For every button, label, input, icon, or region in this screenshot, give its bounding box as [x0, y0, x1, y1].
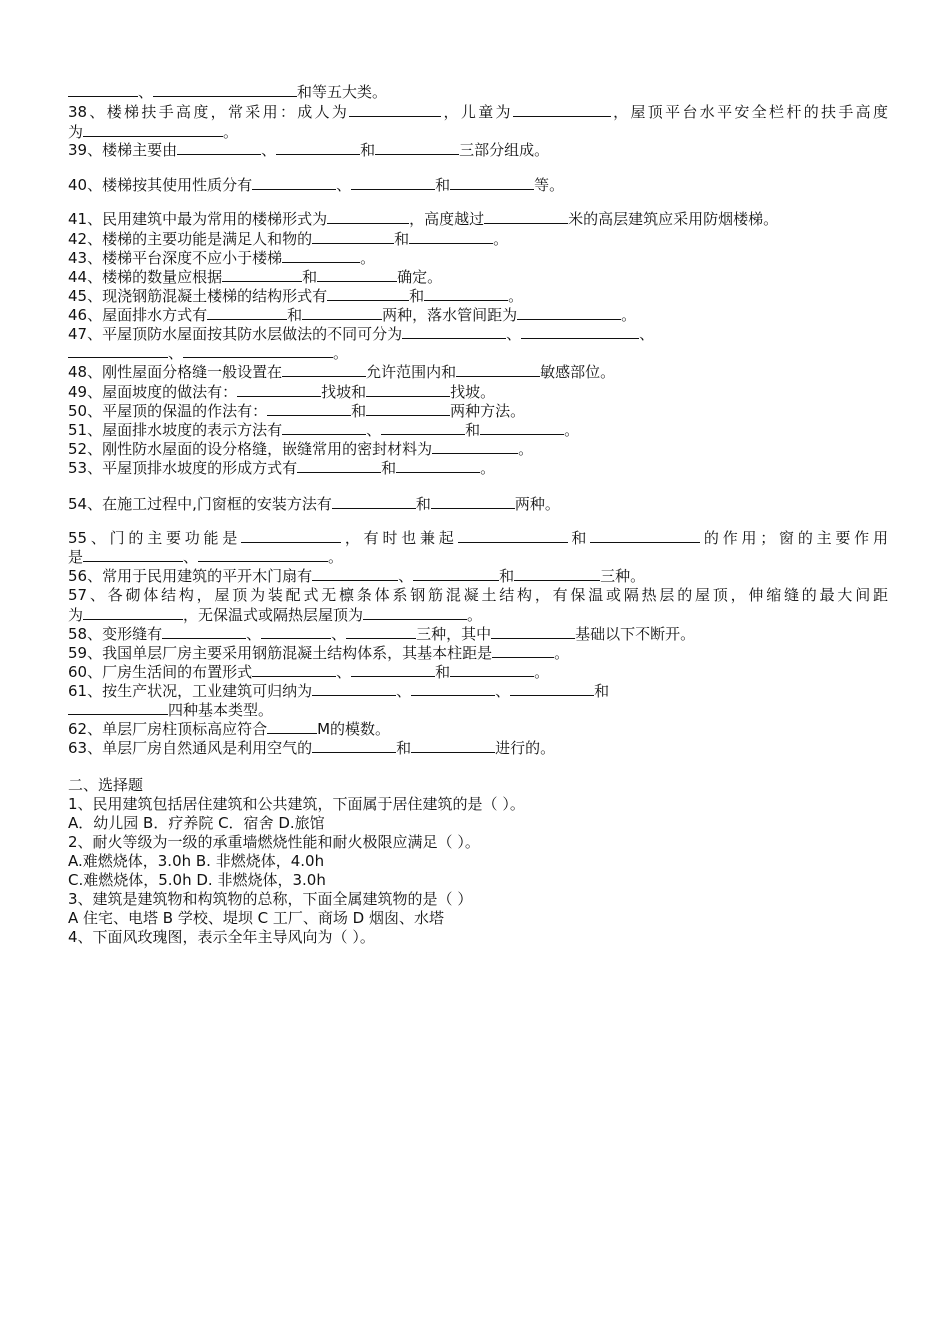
fill-in-blank[interactable]	[327, 207, 409, 224]
text-segment: 的作用；窗的主要作用	[700, 529, 888, 547]
text-segment: 二、选择题	[68, 776, 144, 794]
fill-in-blank[interactable]	[297, 456, 381, 473]
text-line	[68, 173, 888, 195]
fill-in-blank[interactable]	[68, 80, 138, 97]
text-segment: ，屋顶平台水平安全栏杆的扶手高度	[610, 103, 888, 121]
fill-in-blank[interactable]	[510, 679, 594, 696]
text-segment: 52、刚性防水屋面的设分格缝，嵌缝常用的密封材料为	[68, 440, 433, 458]
fill-in-blank[interactable]	[252, 173, 336, 190]
fill-in-blank[interactable]	[351, 660, 435, 677]
text-segment: 和	[302, 268, 318, 286]
text-segment: 60、厂房生活间的布置形式	[68, 663, 253, 681]
text-segment: 53、平屋顶排水坡度的形成方式有	[68, 459, 298, 477]
text-segment: 44、楼梯的数量应根据	[68, 268, 223, 286]
fill-in-blank[interactable]	[366, 399, 450, 416]
fill-in-blank[interactable]	[83, 120, 223, 137]
fill-in-blank[interactable]	[198, 545, 328, 562]
text-segment: 、	[506, 325, 522, 343]
text-segment: 允许范围内和	[366, 363, 457, 381]
text-segment: 为	[68, 606, 84, 624]
fill-in-blank[interactable]	[411, 736, 495, 753]
text-line	[68, 138, 888, 160]
fill-in-blank[interactable]	[363, 603, 467, 620]
text-segment: 是	[68, 548, 84, 566]
text-segment: 54、在施工过程中,门窗框的安装方法有	[68, 495, 332, 513]
fill-in-blank[interactable]	[267, 717, 317, 734]
fill-in-blank[interactable]	[327, 284, 409, 301]
text-segment: 42、楼梯的主要功能是满足人和物的	[68, 230, 313, 248]
text-segment: 58、变形缝有	[68, 625, 163, 643]
text-segment: 三部分组成。	[459, 141, 550, 159]
text-segment: 61、按生产状况，工业建筑可归纳为	[68, 682, 313, 700]
text-segment: 和	[415, 495, 431, 513]
text-segment: 。	[534, 663, 550, 681]
text-segment: 和	[594, 682, 610, 700]
text-segment: 。	[333, 344, 349, 362]
text-segment: 和	[351, 402, 367, 420]
fill-in-blank[interactable]	[68, 341, 168, 358]
fill-in-blank[interactable]	[267, 399, 351, 416]
text-segment: ，有时也兼起	[341, 529, 458, 547]
fill-in-blank[interactable]	[381, 418, 465, 435]
fill-in-blank[interactable]	[409, 227, 493, 244]
text-segment: 三种。	[600, 567, 646, 585]
text-segment: 和	[435, 176, 451, 194]
text-segment: 4、下面风玫瑰图，表示全年主导风向为（ ）。	[68, 928, 375, 946]
fill-in-blank[interactable]	[252, 660, 336, 677]
fill-in-blank[interactable]	[346, 622, 416, 639]
text-line	[68, 564, 888, 586]
text-segment: 、	[331, 625, 347, 643]
fill-in-blank[interactable]	[349, 100, 441, 117]
text-segment: 59、我国单层厂房主要采用钢筋混凝土结构体系，其基本柱距是	[68, 644, 493, 662]
text-segment: 62、单层厂房柱顶标高应符合	[68, 720, 268, 738]
fill-in-blank[interactable]	[491, 622, 575, 639]
text-segment: 、	[396, 682, 412, 700]
fill-in-blank[interactable]	[332, 492, 416, 509]
text-segment: 63、单层厂房自然通风是利用空气的	[68, 739, 313, 757]
fill-in-blank[interactable]	[396, 456, 480, 473]
text-line	[68, 80, 888, 102]
text-segment: 和	[360, 141, 376, 159]
text-segment: ，无保温式或隔热层屋顶为	[183, 606, 364, 624]
text-segment: ，儿童为	[441, 103, 513, 121]
text-segment: 55、门的主要功能是	[68, 529, 242, 547]
fill-in-blank[interactable]	[413, 564, 499, 581]
text-line	[68, 207, 888, 229]
fill-in-blank[interactable]	[411, 679, 495, 696]
text-line	[68, 360, 888, 382]
text-line	[68, 456, 888, 478]
text-segment: A．幼儿园 B．疗养院 C．宿舍 D.旅馆	[68, 814, 325, 832]
text-segment: 和	[381, 459, 397, 477]
fill-in-blank[interactable]	[366, 380, 450, 397]
fill-in-blank[interactable]	[241, 526, 341, 543]
text-segment: 三种，其中	[416, 625, 492, 643]
text-segment: 找坡和	[321, 383, 367, 401]
text-segment: 41、民用建筑中最为常用的楼梯形式为	[68, 210, 328, 228]
text-segment: 。	[508, 287, 524, 305]
text-segment: 为	[68, 123, 84, 141]
text-segment: 、	[336, 663, 352, 681]
text-segment: 等五大类。	[312, 83, 388, 101]
text-segment: 56、常用于民用建筑的平开木门扇有	[68, 567, 313, 585]
text-segment: 米的高层建筑应采用防烟楼梯。	[568, 210, 779, 228]
text-segment: 。	[518, 440, 534, 458]
fill-in-blank[interactable]	[312, 564, 398, 581]
fill-in-blank[interactable]	[312, 679, 396, 696]
text-segment: 47、平屋顶防水屋面按其防水层做法的不同可分为	[68, 325, 403, 343]
text-segment: 、	[138, 83, 154, 101]
text-segment: 、	[495, 682, 511, 700]
text-segment: 两种，落水管间距为	[382, 306, 518, 324]
fill-in-blank[interactable]	[162, 622, 246, 639]
text-segment: 48、刚性屋面分格缝一般设置在	[68, 363, 283, 381]
text-segment: 49、屋面坡度的做法有：	[68, 383, 238, 401]
fill-in-blank[interactable]	[351, 173, 435, 190]
fill-in-blank[interactable]	[282, 246, 360, 263]
fill-in-blank[interactable]	[513, 100, 611, 117]
text-segment: 和	[287, 306, 303, 324]
text-line	[68, 926, 888, 948]
fill-in-blank[interactable]	[207, 303, 287, 320]
fill-in-blank[interactable]	[225, 80, 297, 97]
text-line	[68, 100, 888, 122]
fill-in-blank[interactable]	[302, 303, 382, 320]
text-segment: 两种方法。	[450, 402, 526, 420]
fill-in-blank[interactable]	[424, 284, 508, 301]
text-segment: 3、建筑是建筑物和构筑物的总称，下面全属建筑物的是（ ）	[68, 890, 473, 908]
text-segment: 和	[297, 83, 313, 101]
text-segment: A 住宅、电塔 B 学校、堤坝 C 工厂、商场 D 烟囱、水塔	[68, 909, 444, 927]
text-segment: A.难燃烧体，3.0h B. 非燃烧体，4.0h	[68, 852, 325, 870]
text-segment: 、	[366, 421, 382, 439]
fill-in-blank[interactable]	[514, 564, 600, 581]
text-segment: 。	[467, 606, 483, 624]
text-segment: 和	[465, 421, 481, 439]
fill-in-blank[interactable]	[431, 492, 515, 509]
fill-in-blank[interactable]	[432, 437, 518, 454]
fill-in-blank[interactable]	[375, 138, 459, 155]
fill-in-blank[interactable]	[590, 526, 700, 543]
text-segment: 。	[621, 306, 637, 324]
text-segment: 2、耐火等级为一级的承重墙燃烧性能和耐火极限应满足（ ）。	[68, 833, 480, 851]
text-segment: 、	[639, 325, 655, 343]
text-segment: 。	[328, 548, 344, 566]
fill-in-blank[interactable]	[458, 526, 568, 543]
fill-in-blank[interactable]	[237, 380, 321, 397]
text-segment: 、	[398, 567, 414, 585]
text-segment: C.难燃烧体，5.0h D. 非燃烧体，3.0h	[68, 871, 326, 889]
text-segment: 38、楼梯扶手高度，常采用：成人为	[68, 103, 350, 121]
text-segment: 和	[396, 739, 412, 757]
fill-in-blank[interactable]	[484, 207, 568, 224]
text-segment: 敏感部位。	[540, 363, 616, 381]
fill-in-blank[interactable]	[517, 303, 621, 320]
text-segment: 45、现浇钢筋混凝土楼梯的结构形式有	[68, 287, 328, 305]
fill-in-blank[interactable]	[222, 265, 302, 282]
text-segment: 。	[554, 644, 570, 662]
text-segment: 。	[493, 230, 509, 248]
fill-in-blank[interactable]	[153, 80, 225, 97]
fill-in-blank[interactable]	[480, 418, 564, 435]
fill-in-blank[interactable]	[282, 360, 366, 377]
text-segment: 57、各砌体结构，屋顶为装配式无檩条体系钢筋混凝土结构，有保温或隔热层的屋顶，伸缩缝的最大间距	[68, 586, 888, 604]
text-segment: 和	[499, 567, 515, 585]
fill-in-blank[interactable]	[521, 322, 639, 339]
text-segment: 39、楼梯主要由	[68, 141, 178, 159]
text-segment: M的模数。	[317, 720, 391, 738]
fill-in-blank[interactable]	[276, 138, 360, 155]
fill-in-blank[interactable]	[492, 641, 554, 658]
text-segment: 。	[360, 249, 376, 267]
text-segment: 。	[480, 459, 496, 477]
text-segment: 1、民用建筑包括居住建筑和公共建筑，下面属于居住建筑的是（ ）。	[68, 795, 525, 813]
text-segment: 。	[564, 421, 580, 439]
fill-in-blank[interactable]	[317, 265, 397, 282]
fill-in-blank[interactable]	[450, 173, 534, 190]
text-segment: 、	[168, 344, 184, 362]
text-line	[68, 736, 888, 758]
text-segment: 基础以下不断开。	[575, 625, 696, 643]
fill-in-blank[interactable]	[83, 545, 183, 562]
text-segment: 。	[223, 123, 239, 141]
fill-in-blank[interactable]	[177, 138, 261, 155]
text-segment: 、	[183, 548, 199, 566]
text-segment: ，高度越过	[409, 210, 485, 228]
fill-in-blank[interactable]	[402, 322, 506, 339]
fill-in-blank[interactable]	[261, 622, 331, 639]
fill-in-blank[interactable]	[68, 698, 168, 715]
fill-in-blank[interactable]	[312, 736, 396, 753]
fill-in-blank[interactable]	[312, 227, 394, 244]
text-segment: 进行的。	[495, 739, 556, 757]
text-segment: 、	[246, 625, 262, 643]
text-segment: 51、屋面排水坡度的表示方法有	[68, 421, 283, 439]
text-segment: 46、屋面排水方式有	[68, 306, 208, 324]
fill-in-blank[interactable]	[282, 418, 366, 435]
text-segment: 找坡。	[450, 383, 496, 401]
text-segment: 和	[394, 230, 410, 248]
fill-in-blank[interactable]	[450, 660, 534, 677]
text-segment: 40、楼梯按其使用性质分有	[68, 176, 253, 194]
text-segment: 43、楼梯平台深度不应小于楼梯	[68, 249, 283, 267]
text-segment: 等。	[534, 176, 565, 194]
text-line	[68, 492, 888, 514]
text-segment: 四种基本类型。	[168, 701, 274, 719]
text-segment: 和	[435, 663, 451, 681]
text-segment: 和	[567, 529, 591, 547]
text-segment: 和	[409, 287, 425, 305]
fill-in-blank[interactable]	[183, 341, 333, 358]
text-segment: 、	[336, 176, 352, 194]
fill-in-blank[interactable]	[456, 360, 540, 377]
text-segment: 、	[261, 141, 277, 159]
text-segment: 50、平屋顶的保温的作法有：	[68, 402, 268, 420]
text-segment: 确定。	[397, 268, 443, 286]
text-segment: 两种。	[514, 495, 560, 513]
fill-in-blank[interactable]	[83, 603, 183, 620]
